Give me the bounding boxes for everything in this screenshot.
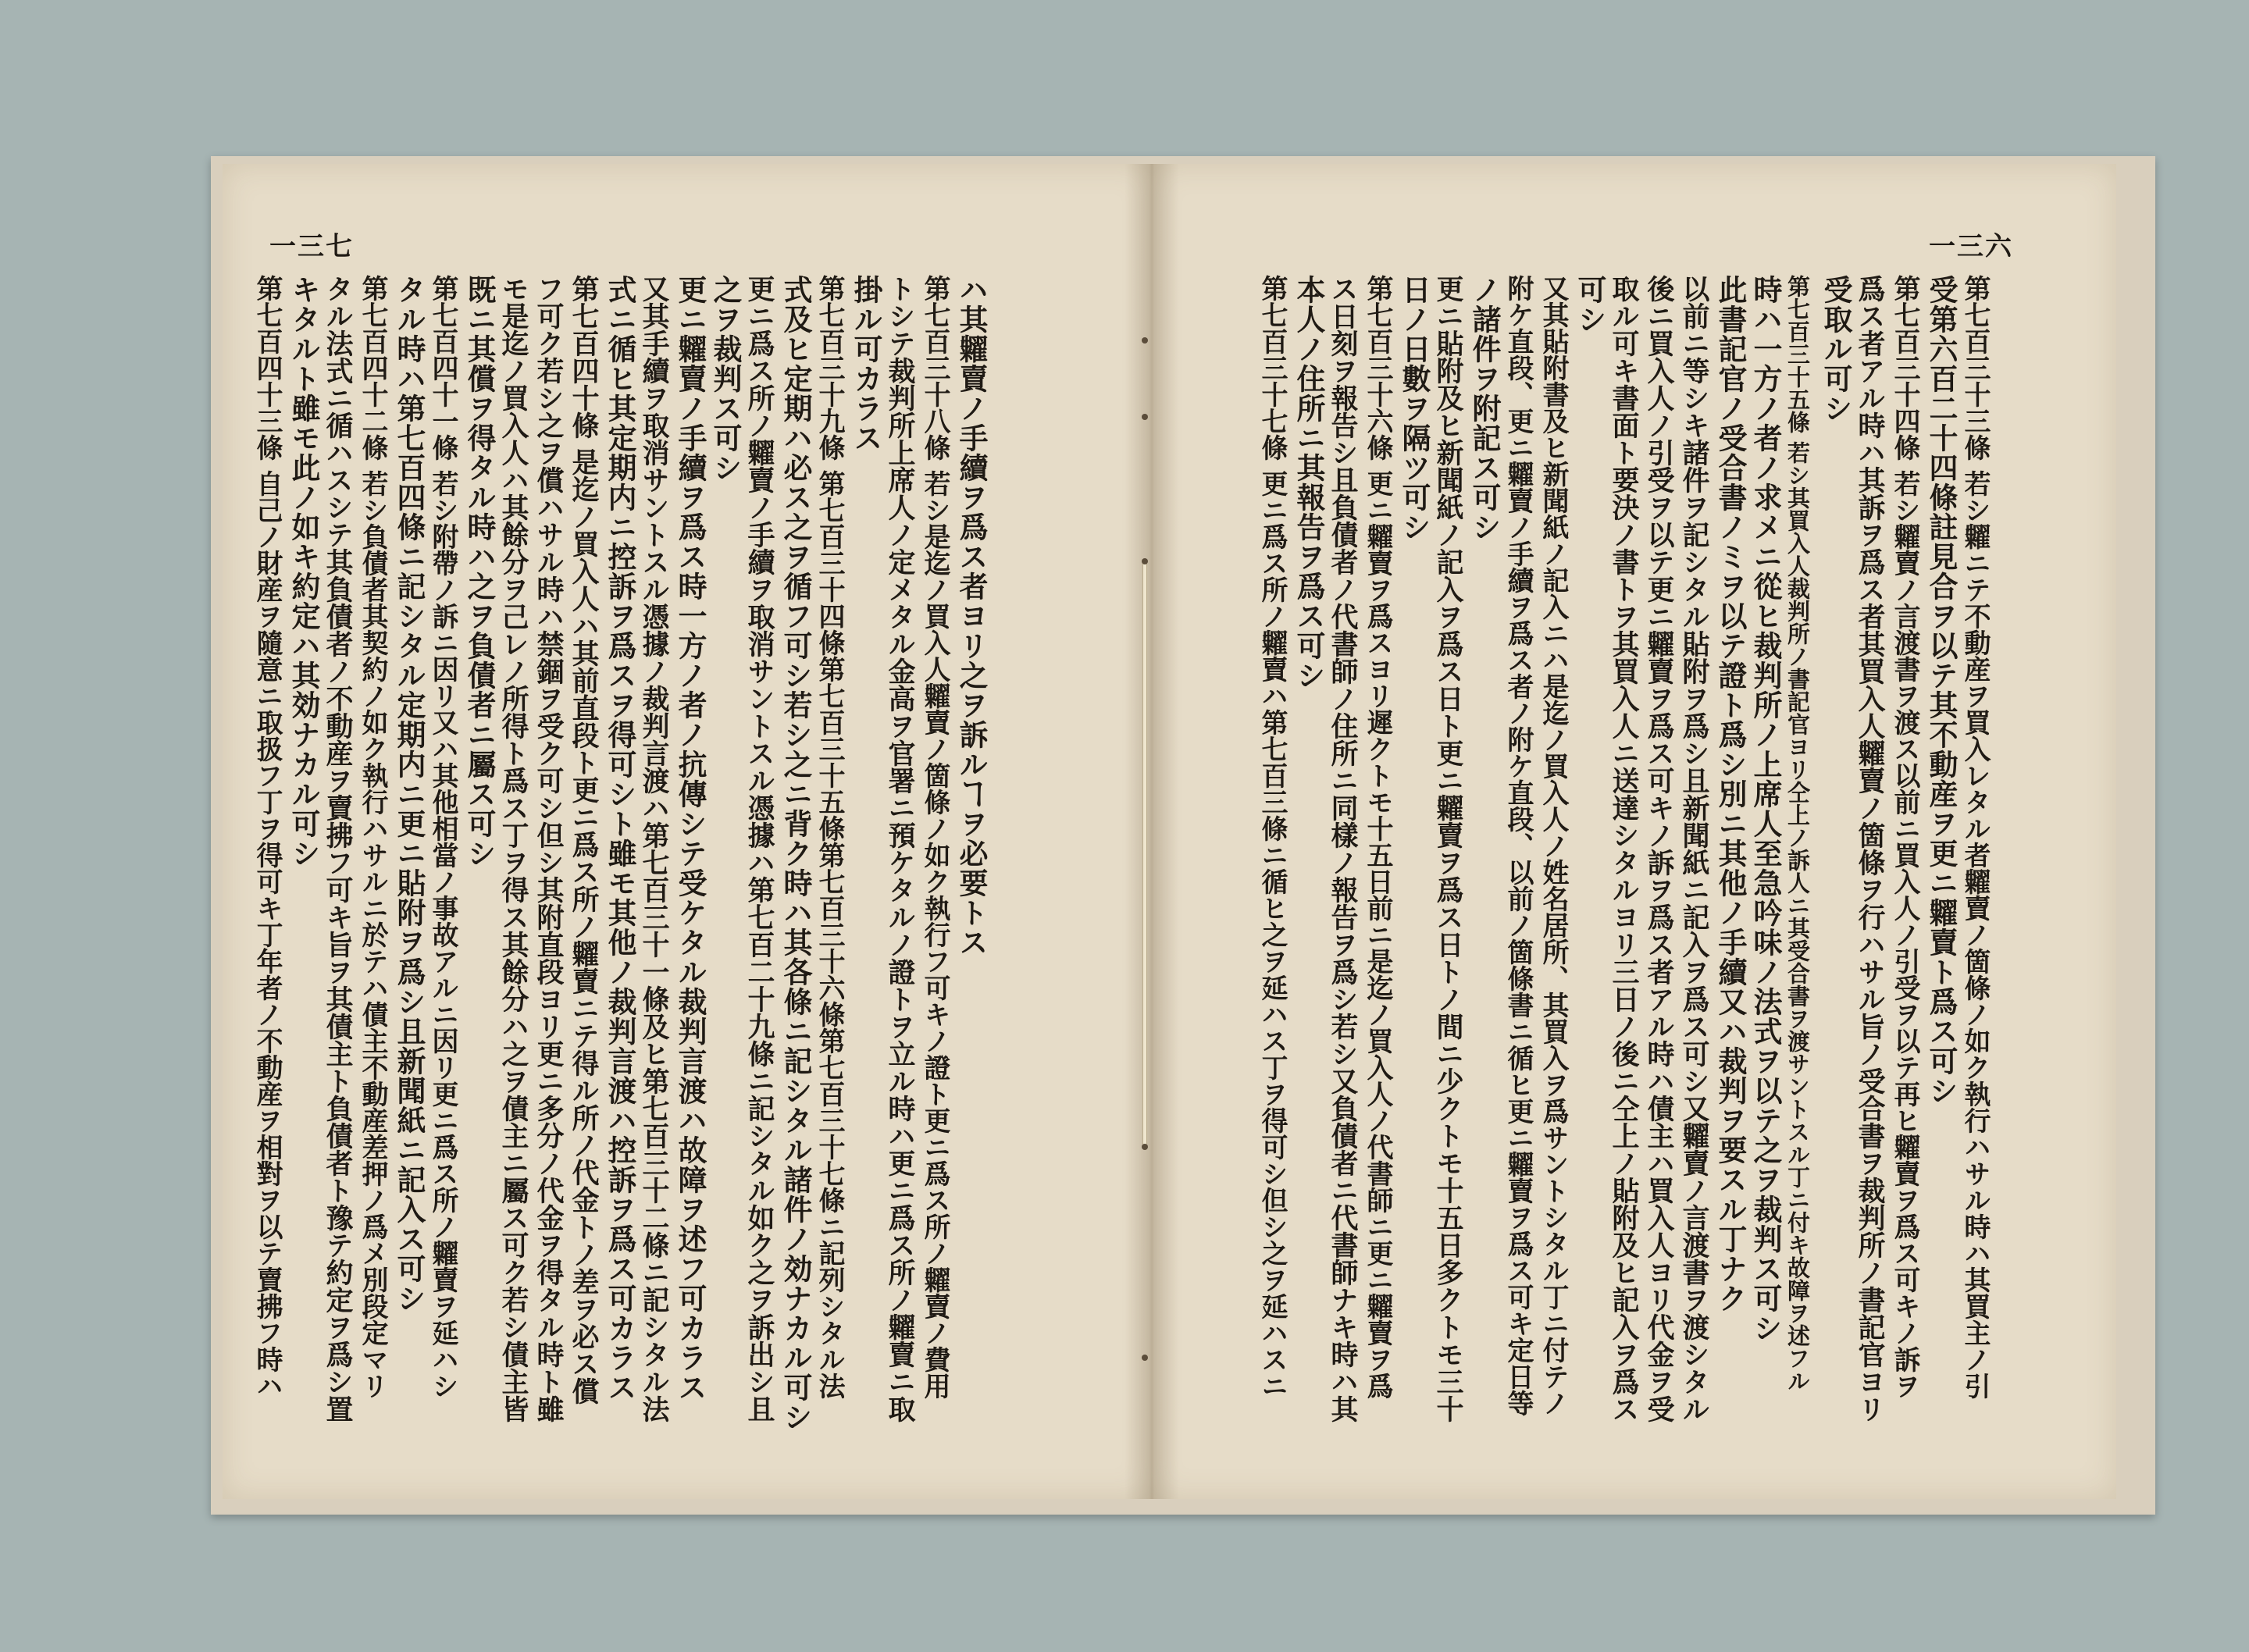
text-column: 後ニ買入人ノ引受ヲ以テ更ニ糶賣ヲ爲ス可キノ訴ヲ爲ス者アル時ハ債主ハ買入人ヨリ代金ヲ受 xyxy=(1643,275,1675,1422)
text-column: 受取ル可シ xyxy=(1819,275,1853,423)
text-column: 第七百四十條 是迄ノ買入人ハ其前直段ト更ニ爲ス所ノ糶賣ニテ得ル所ノ代金トノ差ヲ必ス償 xyxy=(568,275,600,1405)
text-column: 此書記官ノ受合書ノミヲ以テ證ト爲シ別ニ其他ノ手續又ハ裁判ヲ要スル丁ナク xyxy=(1713,275,1748,1313)
text-column: キタルト雖モ此ノ如キ約定ハ其効ナカル可シ xyxy=(287,275,321,868)
page-number-right: 一三六 xyxy=(1929,231,2013,262)
text-column: 本人ノ住所ニ其報告ヲ爲ス可シ xyxy=(1292,275,1326,690)
text-column: モ是迄ノ買入人ハ其餘分ヲ己レノ所得ト爲ス丁ヲ得ス其餘分ハ之ヲ債主ニ屬ス可ク若シ債主皆 xyxy=(497,275,529,1422)
text-column: 式及ヒ定期ハ必ス之ヲ循フ可シ若シ之ニ背ク時ハ其各條ニ記シタル諸件ノ効ナカル可シ xyxy=(779,275,813,1432)
book-gutter xyxy=(1124,164,1179,1499)
text-column: 第七百三十七條 更ニ爲ス所ノ糶賣ハ第七百三條ニ循ヒ之ヲ延ハス丁ヲ得可シ但シ之ヲ延ハスニ xyxy=(1256,275,1288,1399)
text-column: 日ノ日數ヲ隔ツ可シ xyxy=(1397,275,1431,542)
binding-hole xyxy=(1142,1144,1148,1150)
text-column: 第七百三十五條 若シ其買入人裁判所ノ書記官ヨリ仝上ノ訴人ニ其受合書ヲ渡サントスル丁ニ付キ故障ヲ述フル xyxy=(1784,275,1811,1393)
text-column: タル時ハ第七百四條ニ記シタル定期内ニ更ニ貼附ヲ爲シ且新聞紙ニ記入ス可シ xyxy=(392,275,426,1313)
text-column: フ可ク若シ之ヲ償ハサル時ハ禁錮ヲ受ク可シ但シ其附直段ヨリ更ニ多分ノ代金ヲ得タル時ト雖 xyxy=(533,275,565,1422)
text-column: 第七百四十二條 若シ負債者其契約ノ如ク執行ハサルニ於テハ債主不動産差押ノ爲メ別段定マリ xyxy=(357,275,388,1399)
binding-hole xyxy=(1142,1355,1148,1361)
binding-hole xyxy=(1142,414,1148,420)
text-column: 附ケ直段、更ニ糶賣ノ手續ヲ爲ス者ノ附ケ直段、以前ノ箇條書ニ循ヒ更ニ糶賣ヲ爲ス可キ定日等 xyxy=(1502,275,1534,1416)
text-column: タル法式ニ循ハスシテ其負債者ノ不動産ヲ賣拂フ可キ旨ヲ其債主ト負債者ト豫テ約定ヲ爲シ置 xyxy=(322,275,354,1422)
text-column: ハ其糶賣ノ手續ヲ爲ス者ヨリ之ヲ訴ルヿヲ必要トス xyxy=(954,275,989,957)
text-column: 更ニ糶賣ノ手續ヲ爲ス時一方ノ者ノ抗傳シテ受ケタル裁判言渡ハ故障ヲ述フ可カラス xyxy=(673,275,707,1402)
text-column: 第七百三十九條 第七百三十四條第七百三十五條第七百三十六條第七百三十七條ニ記列シタル法 xyxy=(814,275,845,1399)
text-column: 可シ xyxy=(1573,275,1607,334)
text-column: トシテ裁判所上席人ノ定メタル金高ヲ官署ニ預ケタルノ證トヲ立ル時ハ更ニ爲ス所ノ糶賣ニ取 xyxy=(884,275,916,1422)
text-column: 時ハ一方ノ者ノ求メニ從ヒ裁判所ノ上席人至急吟味ノ法式ヲ以テ之ヲ裁判ス可シ xyxy=(1748,275,1783,1343)
text-column: ノ諸件ヲ附記ス可シ xyxy=(1467,275,1502,542)
text-column: 第七百三十三條 若シ糶ニテ不動産ヲ買入レタル者糶賣ノ箇條ノ如ク執行ハサル時ハ其買主ノ引 xyxy=(1959,275,1991,1399)
binding-hole xyxy=(1142,558,1148,564)
text-column: 第七百四十一條 若シ附帶ノ訴ニ因リ又ハ其他相當ノ事故アルニ因リ更ニ爲ス所ノ糶賣ヲ延ハシ xyxy=(427,275,458,1399)
text-column: 受第六百二十四條註見合ヲ以テ其不動産ヲ更ニ糶賣ト爲ス可シ xyxy=(1924,275,1959,1105)
text-column: 更ニ貼附及ヒ新聞紙ノ記入ヲ爲ス日ト更ニ糶賣ヲ爲ス日トノ間ニ少クトモ十五日多クトモ三十 xyxy=(1432,275,1464,1422)
text-column: 式ニ循ヒ其定期内ニ控訴ヲ爲スヲ得可シト雖モ其他ノ裁判言渡ハ控訴ヲ爲ス可カラス xyxy=(603,275,637,1402)
text-column: 以前ニ等シキ諸件ヲ記シタル貼附ヲ爲シ且新聞紙ニ記入ヲ爲ス可シ又糶賣ノ言渡書ヲ渡シタル xyxy=(1678,275,1710,1422)
text-column: 之ヲ裁判ス可シ xyxy=(708,275,743,482)
binding-hole xyxy=(1142,337,1148,344)
text-column: 取ル可キ書面ト要決ノ書トヲ其買入人ニ送達シタルヨリ三日ノ後ニ仝上ノ貼附及ヒ記入ヲ爲ス xyxy=(1608,275,1640,1422)
text-column: 第七百四十三條 自己ノ財産ヲ隨意ニ取扱フ丁ヲ得可キ丁年者ノ不動産ヲ相對ヲ以テ賣拂フ時ハ xyxy=(251,275,283,1399)
text-column: 既ニ其償ヲ得タル時ハ之ヲ負債者ニ屬ス可シ xyxy=(462,275,497,868)
text-column: 更ニ爲ス所ノ糶賣ノ手續ヲ取消サントスル憑據ハ第七百二十九條ニ記シタル如ク之ヲ訴出シ且 xyxy=(743,275,775,1422)
text-column: 掛ル可カラス xyxy=(849,275,883,453)
page-number-left: 一三七 xyxy=(269,231,354,262)
text-column: 爲ス者アル時ハ其訴ヲ爲ス者其買入人糶賣ノ箇條ヲ行ハサル旨ノ受合書ヲ裁判所ノ書記官ヨリ xyxy=(1854,275,1886,1422)
text-column: 又其貼附書及ヒ新聞紙ノ記入ニハ是迄ノ買入人ノ姓名居所、其買入ヲ爲サントシタル丁ニ付テノ xyxy=(1538,275,1569,1416)
binding-thread xyxy=(1142,562,1147,1148)
text-column: 第七百三十六條 更ニ糶賣ヲ爲スヨリ遲クトモ十五日前ニ是迄ノ買入人ノ代書師ニ更ニ糶賣ヲ爲 xyxy=(1362,275,1393,1399)
text-column: ス日刻ヲ報告シ且負債者ノ代書師ノ住所ニ同樣ノ報告ヲ爲シ若シ又負債者ニ代書師ナキ時ハ其 xyxy=(1327,275,1359,1422)
text-column: 第七百三十八條 若シ是迄ノ買入人糶賣ノ箇條ノ如ク執行フ可キノ證ト更ニ爲ス所ノ糶賣ノ費用 xyxy=(919,275,950,1399)
text-column: 又其手續ヲ取消サントスル憑據ノ裁判言渡ハ第七百三十一條及ヒ第七百三十二條ニ記シタル法 xyxy=(638,275,670,1422)
text-column: 第七百三十四條 若シ糶賣ノ言渡書ヲ渡ス以前ニ買入人ノ引受ヲ以テ再ヒ糶賣ヲ爲ス可キノ訴ヲ xyxy=(1889,275,1920,1399)
